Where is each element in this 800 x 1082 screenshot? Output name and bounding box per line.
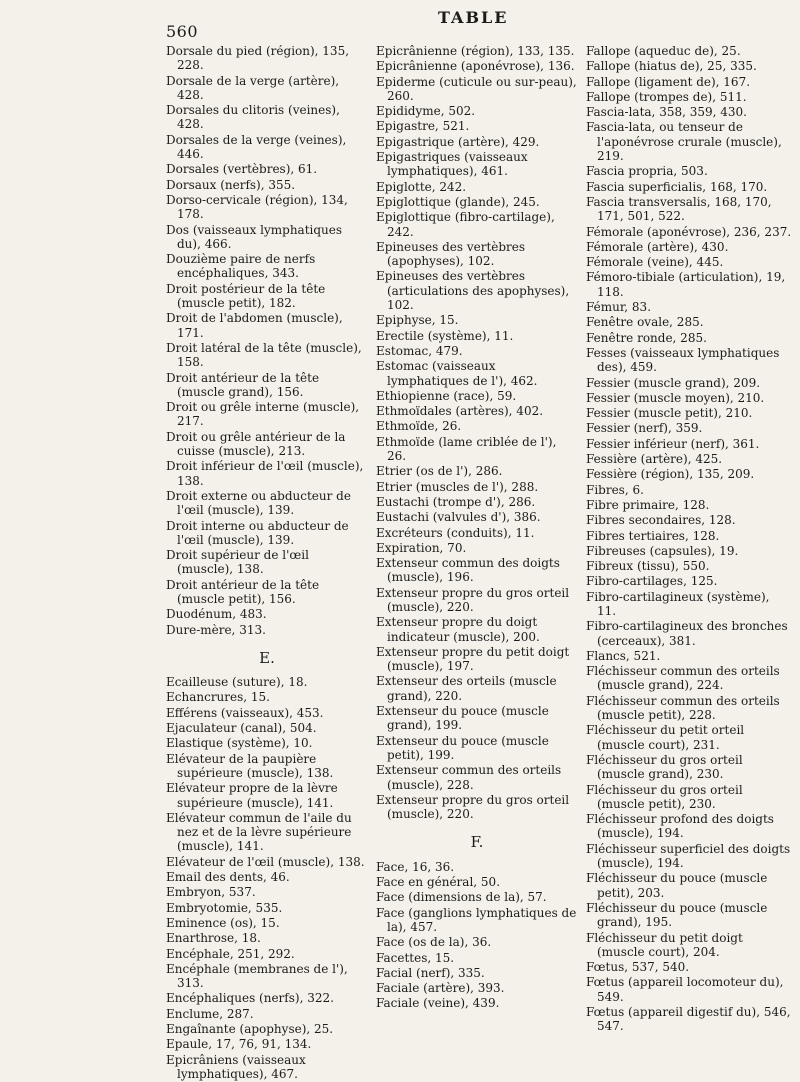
index-entry: Email des dents, 46. xyxy=(166,870,290,885)
index-entry: Fléchisseur commun des orteils (muscle petit), 228. xyxy=(586,693,780,723)
index-entry: Echancrures, 15. xyxy=(166,690,270,705)
index-entry: Engaînante (apophyse), 25. xyxy=(166,1022,334,1036)
index-entry: Epigastre, 521. xyxy=(376,119,470,134)
index-entry: Fascia-lata, ou tenseur de l'aponévrose crurale (muscle), 219. xyxy=(586,120,782,164)
index-entry: Fibro-cartilages, 125. xyxy=(586,574,718,589)
index-entry: Face (os de la), 36. xyxy=(376,935,492,950)
index-entry: Encéphale, 251, 292. xyxy=(166,946,295,961)
index-entry: Facettes, 15. xyxy=(376,950,455,965)
index-entry: Encéphale (membranes de l'), 313. xyxy=(166,961,348,991)
index-entry: Eustachi (valvules d'), 386. xyxy=(376,510,541,525)
index-entry: Fessier (nerf), 359. xyxy=(586,421,703,436)
index-entry: Fléchisseur profond des doigts (muscle), 194. xyxy=(586,812,774,841)
col2-list xyxy=(376,44,578,821)
index-entry: Extenseur propre du petit doigt (muscle), 197. xyxy=(376,644,570,674)
index-entry: Epaule, 17, 76, 91, 134. xyxy=(166,1037,312,1052)
index-entry: Fibres tertiaires, 128. xyxy=(586,528,720,543)
index-entry: Droit latéral de la tête (muscle), 158. xyxy=(166,340,362,370)
index-entry: Epiglottique (glande), 245. xyxy=(376,194,540,209)
col1-list xyxy=(166,44,368,637)
index-entry: Elévateur de la paupière supérieure (muscle), 138. xyxy=(166,751,334,780)
index-entry: Epididyme, 502. xyxy=(376,104,476,119)
index-entry: Droit postérieur de la tête (muscle petit), 182. xyxy=(166,281,326,311)
index-entry: Fibro-cartilagineux (système), 11. xyxy=(586,589,770,618)
index-entry: Dorsale du pied (région), 135, 228. xyxy=(166,44,350,73)
index-entry: Dorsaux (nerfs), 355. xyxy=(166,177,296,192)
index-entry: Epineuses des vertèbres (apophyses), 102. xyxy=(376,239,526,269)
index-entry: Fascia superficialis, 168, 170. xyxy=(586,179,768,194)
index-entry: Fibres, 6. xyxy=(586,482,644,497)
index-entry: Ethiopienne (race), 59. xyxy=(376,388,517,403)
index-entry: Fléchisseur superficiel des doigts (muscle), 194. xyxy=(586,841,791,871)
index-entry: Duodénum, 483. xyxy=(166,607,267,622)
index-entry: Expiration, 70. xyxy=(376,540,467,555)
index-entry: Fibre primaire, 128. xyxy=(586,497,710,512)
index-entry: Faciale (veine), 439. xyxy=(376,996,500,1011)
col2-f-list xyxy=(376,860,578,1011)
index-entry: Dorsale de la verge (artère), 428. xyxy=(166,73,340,102)
index-entry: Enarthrose, 18. xyxy=(166,931,261,946)
col1-e-list xyxy=(166,675,368,1081)
index-entry: Dorsales (vertèbres), 61. xyxy=(166,162,318,177)
index-entry: Fibres secondaires, 128. xyxy=(586,513,736,528)
index-entry: Face (dimensions de la), 57. xyxy=(376,890,547,905)
index-entry: Fessière (région), 135, 209. xyxy=(586,467,755,482)
index-entry: Droit antérieur de la tête (muscle grand), 156. xyxy=(166,370,320,399)
index-entry: Fibreux (tissu), 550. xyxy=(586,559,710,574)
index-entry: Ecailleuse (suture), 18. xyxy=(166,675,308,690)
index-entry: Droit de l'abdomen (muscle), 171. xyxy=(166,311,343,340)
index-entry: Faciale (artère), 393. xyxy=(376,981,505,996)
index-entry: Estomac, 479. xyxy=(376,343,463,358)
index-entry: Efférens (vaisseaux), 453. xyxy=(166,705,324,720)
index-entry: Droit ou grêle antérieur de la cuisse (muscle), 213. xyxy=(166,429,346,459)
index-entry: Epiderme (cuticule ou sur-peau), 260. xyxy=(376,74,577,103)
index-entry: Droit antérieur de la tête (muscle petit), 156. xyxy=(166,577,320,606)
index-entry: Fémur, 83. xyxy=(586,300,652,315)
index-entry: Fléchisseur du petit doigt (muscle court), 204. xyxy=(586,930,743,959)
index-entry: Extenseur commun des doigts (muscle), 196. xyxy=(376,556,560,585)
index-entry: Dorsales de la verge (veines), 446. xyxy=(166,132,347,162)
index-entry: Ethmoïde (lame criblée de l'), 26. xyxy=(376,434,557,464)
index-entry: Dos (vaisseaux lymphatiques du), 466. xyxy=(166,222,343,251)
index-entry: Ethmoïdales (artères), 402. xyxy=(376,404,544,419)
index-entry: Fallope (aqueduc de), 25. xyxy=(586,44,741,58)
index-entry: Fenêtre ronde, 285. xyxy=(586,330,707,345)
index-entry: Embryon, 537. xyxy=(166,885,256,900)
index-entry: Fléchisseur du gros orteil (muscle petit), 230. xyxy=(586,782,743,811)
index-entry: Fléchisseur du pouce (muscle grand), 195. xyxy=(586,900,768,930)
index-entry: Elévateur de l'œil (muscle), 138. xyxy=(166,854,365,869)
index-entry: Elastique (système), 10. xyxy=(166,736,313,751)
index-entry: Fessière (artère), 425. xyxy=(586,452,723,467)
index-entry: Fascia-lata, 358, 359, 430. xyxy=(586,105,747,120)
index-entry: Dorso-cervicale (région), 134, 178. xyxy=(166,192,348,222)
index-entry: Fascia propria, 503. xyxy=(586,164,708,179)
index-entry: Ethmoïde, 26. xyxy=(376,419,462,434)
index-entry: Fallope (ligament de), 167. xyxy=(586,74,751,89)
index-entry: Estomac (vaisseaux lymphatiques de l'), 462. xyxy=(376,359,538,388)
index-entry: Extenseur commun des orteils (muscle), 228. xyxy=(376,763,562,792)
index-entry: Extenseur propre du gros orteil (muscle), 220. xyxy=(376,792,570,822)
index-entry: Flancs, 521. xyxy=(586,648,661,663)
index-entry: Droit externe ou abducteur de l'œil (muscle), 139. xyxy=(166,488,351,518)
index-entry: Epigastriques (vaisseaux lymphatiques), 461. xyxy=(376,150,528,179)
col3-list xyxy=(586,44,792,1034)
index-entry: Droit interne ou abducteur de l'œil (muscle), 139. xyxy=(166,518,349,547)
index-entry: Fessier (muscle moyen), 210. xyxy=(586,390,765,405)
index-entry: Fesses (vaisseaux lymphatiques des), 459. xyxy=(586,345,780,375)
index-entry: Fœtus, 537, 540. xyxy=(586,960,690,975)
index-entry: Fléchisseur du gros orteil (muscle grand), 230. xyxy=(586,752,743,782)
index-entry: Fœtus (appareil digestif du), 546, 547. xyxy=(586,1005,791,1034)
index-entry: Face en général, 50. xyxy=(376,875,501,890)
index-entry: Fémorale (aponévrose), 236, 237. xyxy=(586,224,792,239)
index-entry: Fémoro-tibiale (articulation), 19, 118. xyxy=(586,270,786,299)
index-entry: Epicrânienne (région), 133, 135. xyxy=(376,44,575,58)
index-entry: Epiphyse, 15. xyxy=(376,313,459,328)
index-entry: Fémorale (veine), 445. xyxy=(586,255,724,270)
page-number: 560 xyxy=(166,22,199,41)
index-entry: Epineuses des vertèbres (articulations des apophyses), 102. xyxy=(376,269,570,313)
index-column-3 xyxy=(586,44,792,1035)
index-entry: Fascia transversalis, 168, 170, 171, 501, 522. xyxy=(586,194,772,224)
index-entry: Fléchisseur du petit orteil (muscle court), 231. xyxy=(586,723,745,752)
section-heading-f: F. xyxy=(470,833,484,852)
index-entry: Fibreuses (capsules), 19. xyxy=(586,543,739,558)
index-entry: Elévateur propre de la lèvre supérieure (muscle), 141. xyxy=(166,781,338,810)
index-entry: Etrier (muscles de l'), 288. xyxy=(376,479,539,494)
index-entry: Extenseur des orteils (muscle grand), 220. xyxy=(376,674,557,703)
index-entry: Epicrâniens (vaisseaux lymphatiques), 467. xyxy=(166,1052,306,1081)
index-entry: Extenseur du pouce (muscle petit), 199. xyxy=(376,733,549,762)
index-entry: Excréteurs (conduits), 11. xyxy=(376,525,535,540)
index-entry: Droit supérieur de l'œil (muscle), 138. xyxy=(166,548,309,577)
index-entry: Epigastrique (artère), 429. xyxy=(376,134,540,149)
index-entry: Elévateur commun de l'aile du nez et de la lèvre supérieure (muscle), 141. xyxy=(166,810,352,854)
index-entry: Extenseur propre du doigt indicateur (muscle), 200. xyxy=(376,615,540,644)
index-entry: Fœtus (appareil locomoteur du), 549. xyxy=(586,975,784,1004)
index-entry: Fémorale (artère), 430. xyxy=(586,239,729,254)
index-entry: Epicrânienne (aponévrose), 136. xyxy=(376,59,575,74)
index-entry: Fessier (muscle petit), 210. xyxy=(586,406,753,421)
index-entry: Erectile (système), 11. xyxy=(376,328,514,343)
running-head: TABLE xyxy=(438,8,509,27)
section-heading-e: E. xyxy=(259,648,275,667)
index-entry: Face, 16, 36. xyxy=(376,859,455,874)
index-entry: Extenseur propre du gros orteil (muscle), 220. xyxy=(376,585,570,614)
index-entry: Embryotomie, 535. xyxy=(166,900,283,915)
index-entry: Extenseur du pouce (muscle grand), 199. xyxy=(376,704,549,733)
index-entry: Face (ganglions lymphatiques de la), 457. xyxy=(376,905,577,934)
index-entry: Dorsales du clitoris (veines), 428. xyxy=(166,103,340,132)
index-column-2 xyxy=(376,44,578,1012)
index-entry: Enclume, 287. xyxy=(166,1006,254,1021)
index-entry: Eminence (os), 15. xyxy=(166,915,280,930)
index-entry: Fibro-cartilagineux des bronches (cerceaux), 381. xyxy=(586,619,788,648)
index-column-1 xyxy=(166,44,368,1082)
index-entry: Fléchisseur commun des orteils (muscle grand), 224. xyxy=(586,664,780,693)
index-entry: Fessier inférieur (nerf), 361. xyxy=(586,436,760,451)
index-entry: Fléchisseur du pouce (muscle petit), 203. xyxy=(586,871,768,900)
index-entry: Fessier (muscle grand), 209. xyxy=(586,375,761,390)
index-entry: Dure-mère, 313. xyxy=(166,622,266,637)
index-entry: Facial (nerf), 335. xyxy=(376,965,485,980)
index-entry: Douzième paire de nerfs encéphaliques, 343. xyxy=(166,252,316,281)
index-entry: Epiglottique (fibro-cartilage), 242. xyxy=(376,210,555,239)
index-entry: Etrier (os de l'), 286. xyxy=(376,464,503,479)
index-entry: Epiglotte, 242. xyxy=(376,179,467,194)
index-entry: Fallope (hiatus de), 25, 335. xyxy=(586,59,757,74)
index-entry: Ejaculateur (canal), 504. xyxy=(166,721,317,736)
index-entry: Fenêtre ovale, 285. xyxy=(586,315,704,330)
index-entry: Fallope (trompes de), 511. xyxy=(586,89,747,104)
index-entry: Eustachi (trompe d'), 286. xyxy=(376,494,536,509)
index-entry: Encéphaliques (nerfs), 322. xyxy=(166,991,334,1006)
index-entry: Droit ou grêle interne (muscle), 217. xyxy=(166,400,360,429)
index-entry: Droit inférieur de l'œil (muscle), 138. xyxy=(166,459,364,488)
